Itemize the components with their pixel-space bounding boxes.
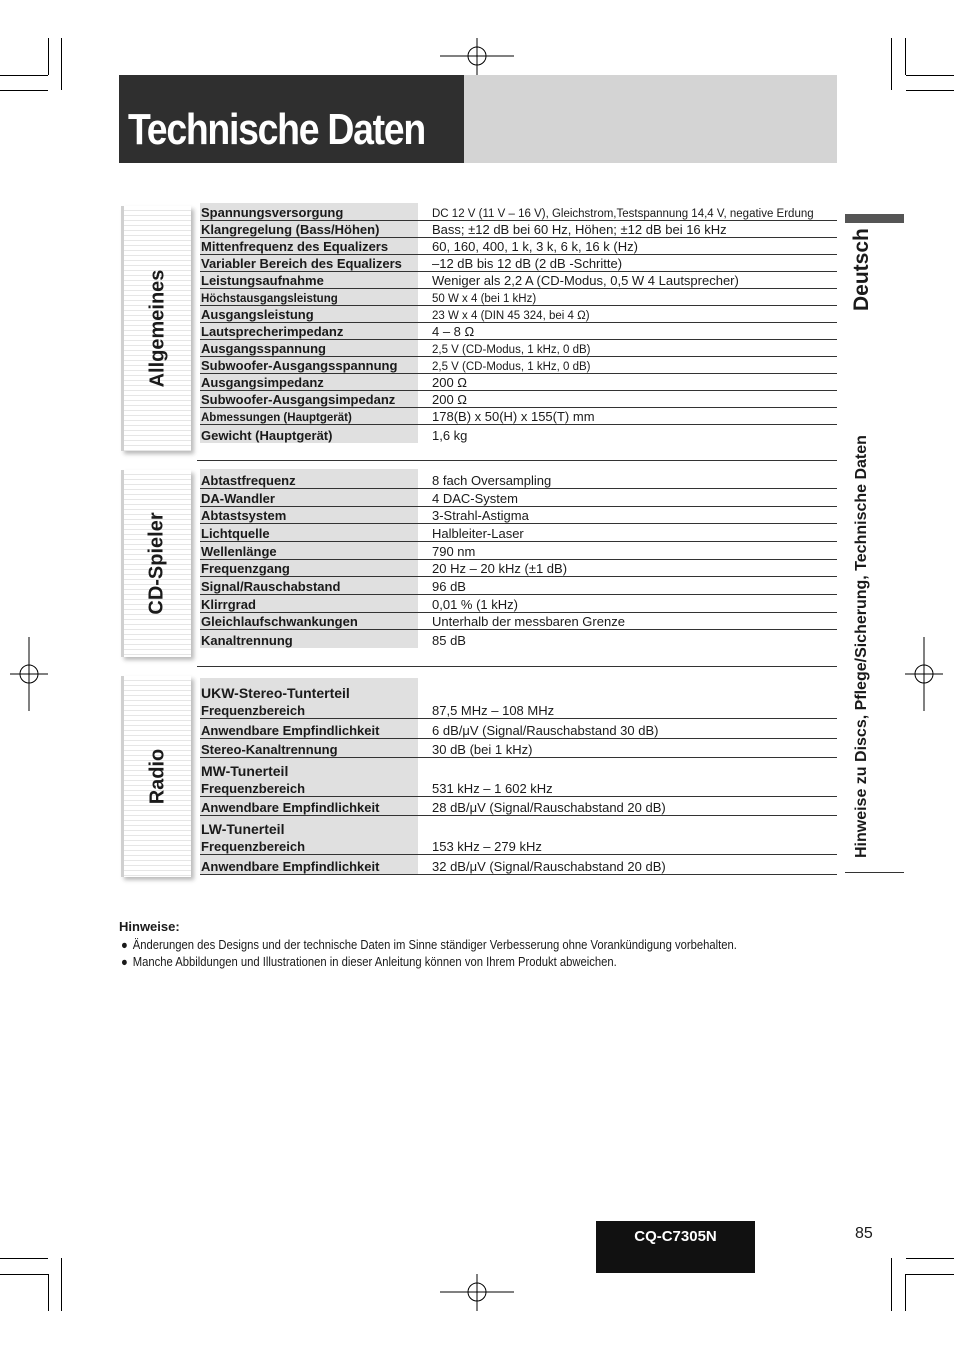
table-row: Anwendbare Empfindlichkeit 28 dB/μV (Signal/Rauschabstand 20 dB) — [200, 797, 837, 816]
divider — [197, 460, 837, 461]
table-row: Abtastsystem 3-Strahl-Astigma — [200, 507, 837, 524]
note-item: ● Änderungen des Designs und der technische Daten im Sinne ständiger Verbesserung ohne Vorankündigung vorbehalten. — [121, 938, 737, 952]
registration-mark-top — [440, 38, 514, 76]
table-row: Subwoofer-Ausgangsimpedanz 200 Ω — [200, 391, 837, 408]
page-number: 85 — [855, 1225, 873, 1242]
table-row: UKW-Stereo-Tunterteil Frequenzbereich 87,5 MHz – 108 MHz — [200, 678, 837, 719]
spec-table-radio — [200, 678, 837, 875]
table-row: Subwoofer-Ausgangsspannung 2,5 V (CD-Modus, 1 kHz, 0 dB) — [200, 357, 837, 374]
table-row: Abtastfrequenz 8 fach Oversampling — [200, 469, 837, 489]
table-row: Lautsprecherimpedanz 4 – 8 Ω — [200, 323, 837, 340]
table-row: Ausgangsleistung 23 W x 4 (DIN 45 324, bei 4 Ω) — [200, 306, 837, 323]
table-row: DA-Wandler 4 DAC-System — [200, 489, 837, 507]
spec-table-cd-spieler — [200, 469, 837, 648]
title-banner-fill — [464, 75, 837, 163]
section-label: CD-Spieler — [146, 512, 168, 615]
spec-table-allgemeines — [200, 203, 837, 443]
divider — [845, 872, 904, 873]
group-title: LW-Tunerteil — [201, 821, 285, 837]
page-title: Technische Daten — [128, 105, 425, 154]
section-tab-allgemeines — [121, 206, 191, 451]
table-row: Klangregelung (Bass/Höhen) Bass; ±12 dB bei 60 Hz, Höhen; ±12 dB bei 16 kHz — [200, 221, 837, 238]
table-row: Stereo-Kanaltrennung 30 dB (bei 1 kHz) — [200, 739, 837, 758]
table-row: Gleichlaufschwankungen Unterhalb der messbaren Grenze — [200, 613, 837, 630]
chapter-label: Hinweise zu Discs, Pflege/Sicherung, Technische Daten — [853, 435, 870, 858]
table-row: Höchstausgangsleistung 50 W x 4 (bei 1 kHz) — [200, 289, 837, 306]
table-row: Leistungsaufnahme Weniger als 2,2 A (CD-Modus, 0,5 W 4 Lautsprecher) — [200, 272, 837, 289]
table-row: Ausgangsspannung 2,5 V (CD-Modus, 1 kHz, 0 dB) — [200, 340, 837, 357]
language-label: Deutsch — [850, 228, 873, 311]
bullet-icon: ● — [121, 955, 128, 969]
table-row: Lichtquelle Halbleiter-Laser — [200, 524, 837, 542]
section-tab-radio — [121, 676, 191, 877]
table-row: Abmessungen (Hauptgerät) 178(B) x 50(H) x 155(T) mm — [200, 408, 837, 425]
group-title: MW-Tunerteil — [201, 763, 289, 779]
section-tab-cd-spieler — [121, 470, 191, 657]
registration-mark-left — [10, 637, 48, 711]
divider — [197, 666, 837, 667]
table-row: Mittenfrequenz des Equalizers 60, 160, 400, 1 k, 3 k, 6 k, 16 k (Hz) — [200, 238, 837, 255]
table-row: Anwendbare Empfindlichkeit 6 dB/μV (Signal/Rauschabstand 30 dB) — [200, 719, 837, 739]
registration-mark-right — [905, 637, 943, 711]
registration-mark-bottom — [440, 1274, 514, 1311]
table-row: MW-Tunerteil Frequenzbereich 531 kHz – 1 602 kHz — [200, 758, 837, 797]
section-label: Allgemeines — [146, 269, 169, 388]
table-row: Klirrgrad 0,01 % (1 kHz) — [200, 595, 837, 613]
table-row: Signal/Rauschabstand 96 dB — [200, 577, 837, 595]
language-marker-bar — [845, 214, 904, 223]
table-row: LW-Tunerteil Frequenzbereich 153 kHz – 279 kHz — [200, 816, 837, 855]
table-row: Frequenzgang 20 Hz – 20 kHz (±1 dB) — [200, 560, 837, 577]
table-row: Wellenlänge 790 nm — [200, 542, 837, 560]
table-row: Gewicht (Hauptgerät) 1,6 kg — [200, 425, 837, 443]
notes-title: Hinweise: — [119, 919, 180, 934]
model-badge: CQ-C7305N — [596, 1221, 755, 1273]
bullet-icon: ● — [121, 938, 128, 952]
section-label: Radio — [146, 748, 168, 805]
table-row: Ausgangsimpedanz 200 Ω — [200, 374, 837, 391]
table-row: Spannungsversorgung DC 12 V (11 V – 16 V), Gleichstrom,Testspannung 14,4 V, negative Erdung — [200, 203, 837, 221]
table-row: Anwendbare Empfindlichkeit 32 dB/μV (Signal/Rauschabstand 20 dB) — [200, 855, 837, 875]
table-row: Kanaltrennung 85 dB — [200, 630, 837, 648]
group-title: UKW-Stereo-Tunterteil — [201, 685, 350, 701]
note-item: ● Manche Abbildungen und Illustrationen in dieser Anleitung können von Ihrem Produkt abweichen. — [121, 955, 617, 969]
table-row: Variabler Bereich des Equalizers –12 dB bis 12 dB (2 dB -Schritte) — [200, 255, 837, 272]
